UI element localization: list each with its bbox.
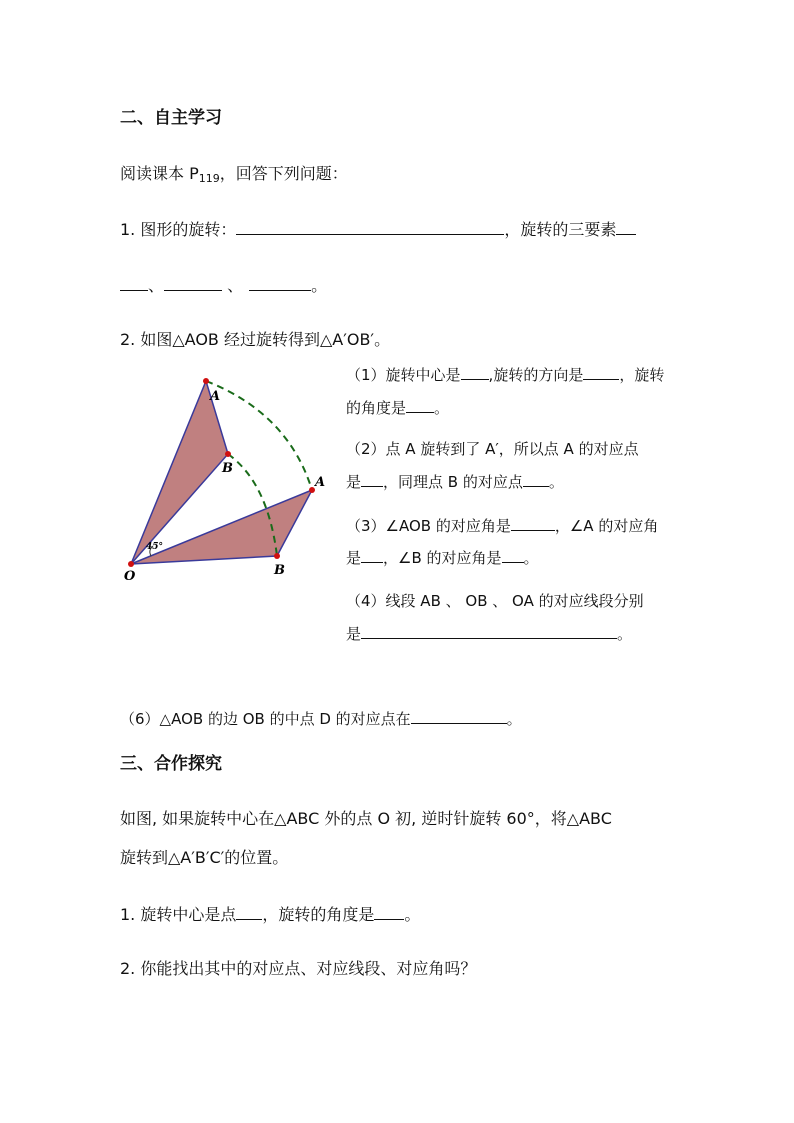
item1-blank-element2[interactable] xyxy=(164,274,222,291)
section3-para1: 如图, 如果旋转中心在△ABC 外的点 O 初, 逆时针旋转 60°，将△ABC xyxy=(120,809,612,828)
item1-blank-element3[interactable] xyxy=(249,274,311,291)
q1-d: 的角度是 xyxy=(346,399,407,417)
q1-blank-direction[interactable] xyxy=(583,363,619,380)
q2-line1: （2）点 A 旋转到了 A′，所以点 A 的对应点 xyxy=(346,440,639,458)
q3-blank-a[interactable] xyxy=(361,546,383,563)
q3-blank-b[interactable] xyxy=(502,546,524,563)
item2-line: 2. 如图△AOB 经过旋转得到△A′OB′。 xyxy=(120,330,391,349)
q3-e: 。 xyxy=(523,549,539,567)
q6-a: （6）△AOB 的边 OB 的中点 D 的对应点在 xyxy=(120,710,411,728)
item1-prefix: 1. 图形的旋转： xyxy=(120,220,237,239)
q1-blank-angle[interactable] xyxy=(406,396,434,413)
s3-blank-angle[interactable] xyxy=(374,903,404,920)
item1-blank-definition[interactable] xyxy=(236,218,504,235)
q3-a: （3）∠AOB 的对应角是 xyxy=(346,517,511,535)
q4-b: 是 xyxy=(346,625,362,643)
s3-blank-center[interactable] xyxy=(236,903,262,920)
point-o xyxy=(128,561,134,567)
q1-line1 xyxy=(346,363,664,386)
q3-line2 xyxy=(346,546,539,569)
q3-b: ，∠A 的对应角 xyxy=(554,517,659,535)
s3-item1-a: 1. 旋转中心是点 xyxy=(120,905,237,924)
angle-label: 45° xyxy=(146,542,164,552)
q2-b: 是 xyxy=(346,473,362,491)
item1-end: 。 xyxy=(311,276,328,295)
intro-line xyxy=(120,163,348,190)
q2-line2 xyxy=(346,470,564,493)
q3-line1 xyxy=(346,514,658,537)
item1-line2 xyxy=(120,274,327,297)
label-o: O xyxy=(124,569,136,584)
item1-sep1: 、 xyxy=(148,276,165,295)
point-b xyxy=(225,451,231,457)
q2-blank-b[interactable] xyxy=(523,470,549,487)
label-a2: A xyxy=(315,475,326,490)
item1-mid: ，旋转的三要素 xyxy=(504,220,617,239)
q3-blank-aob[interactable] xyxy=(511,514,555,531)
q4-blank-segments[interactable] xyxy=(361,622,617,639)
label-b2: B xyxy=(274,563,285,578)
item1-sep2: 、 xyxy=(222,276,244,295)
label-a: A xyxy=(210,389,221,404)
q1-blank-center[interactable] xyxy=(461,363,489,380)
q3-c: 是 xyxy=(346,549,362,567)
q2-d: 。 xyxy=(548,473,564,491)
q4-line2 xyxy=(346,622,632,645)
q2-c: ，同理点 B 的对应点 xyxy=(383,473,523,491)
q6-line xyxy=(120,707,522,730)
q1-b: ,旋转的方向是 xyxy=(488,366,584,384)
q3-d: ，∠B 的对应角是 xyxy=(383,549,502,567)
section3-para2: 旋转到△A′B′C′的位置。 xyxy=(120,848,289,867)
rotation-figure xyxy=(118,368,328,588)
q1-a: （1）旋转中心是 xyxy=(346,366,461,384)
q6-b: 。 xyxy=(506,710,522,728)
label-b: B xyxy=(222,461,233,476)
s3-item1-c: 。 xyxy=(404,905,421,924)
item1-blank-element1-end[interactable] xyxy=(120,274,148,291)
point-a xyxy=(203,378,209,384)
intro-page-number: 119 xyxy=(198,172,220,185)
q1-line2 xyxy=(346,396,449,419)
section3-item1 xyxy=(120,903,420,926)
section3-title: 三、合作探究 xyxy=(120,754,222,774)
item1-blank-element1-start[interactable] xyxy=(616,218,636,235)
intro-prefix: 阅读课本 P xyxy=(120,164,199,183)
intro-suffix: ，回答下列问题： xyxy=(219,164,348,183)
q1-e: 。 xyxy=(434,399,450,417)
point-b2 xyxy=(274,553,280,559)
section3-item2: 2. 你能找出其中的对应点、对应线段、对应角吗？ xyxy=(120,959,477,978)
item1-line1 xyxy=(120,218,636,241)
q1-c: ，旋转 xyxy=(619,366,665,384)
q2-blank-a[interactable] xyxy=(361,470,383,487)
q4-line1: （4）线段 AB 、 OB 、 OA 的对应线段分别 xyxy=(346,592,644,610)
s3-item1-b: ，旋转的角度是 xyxy=(262,905,375,924)
q4-c: 。 xyxy=(617,625,633,643)
section2-title: 二、自主学习 xyxy=(120,108,222,128)
q6-blank-point[interactable] xyxy=(411,707,507,724)
